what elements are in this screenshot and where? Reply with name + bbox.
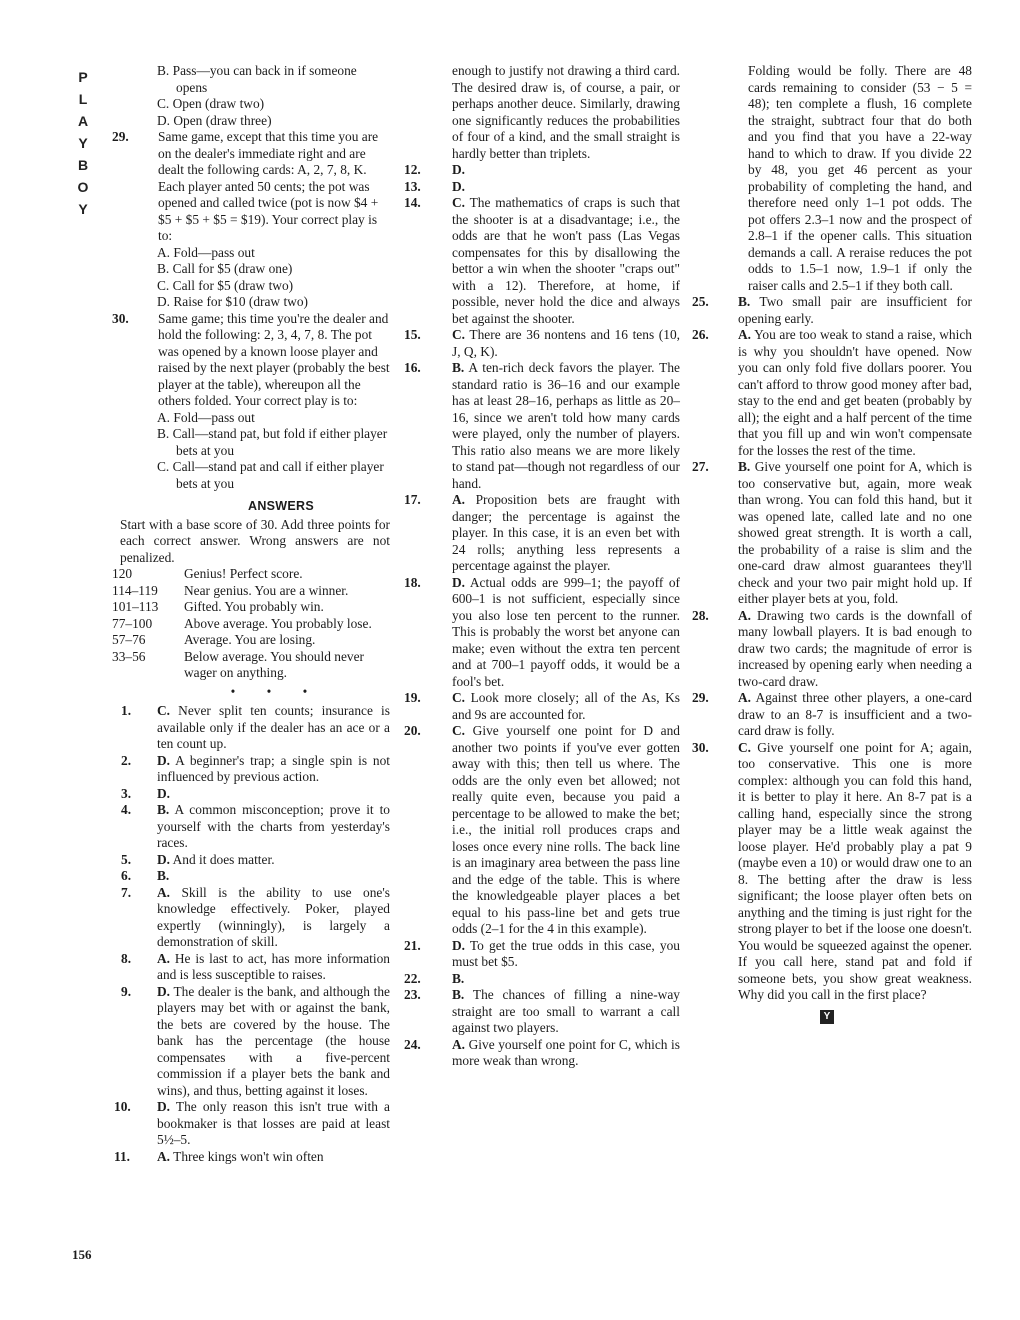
answer-text: Against three other players, a one-card draw to an 8-7 is insufficient and a two-card draw is folly.	[738, 690, 972, 738]
option-label: D.	[157, 294, 174, 309]
answer-option	[112, 410, 390, 427]
answer-item	[112, 885, 390, 951]
question-29	[112, 129, 390, 245]
answer-11-continued: enough to justify not drawing a third card. The desired draw is, of course, a pair, or perhaps another deuce. Similarly, drawing one significantly reduces the probabilities of four of a kind, and the small straight is hardly better than triplets.	[452, 63, 680, 161]
side-title-letter: O	[77, 179, 89, 195]
answer-number: 16.	[404, 360, 421, 375]
answer-item	[692, 459, 972, 608]
answer-item	[692, 690, 972, 740]
score-range: 33–56	[112, 648, 146, 664]
answer-text: Three kings won't win often	[170, 1148, 324, 1164]
answer-number: 24.	[404, 1036, 421, 1052]
answer-item	[404, 723, 680, 938]
answer-text: Look more closely; all of the As, Ks and 9s are accounted for.	[452, 690, 680, 722]
answer-number: 28.	[692, 607, 709, 623]
answer-letter: D.	[157, 752, 171, 768]
answer-option	[112, 245, 390, 262]
answers-heading: ANSWERS	[248, 499, 314, 513]
end-mark-icon: Y	[820, 1010, 834, 1024]
score-row	[112, 632, 390, 649]
answer-text: Give yourself one point for C, which is more weak than wrong.	[452, 1036, 680, 1068]
answer-number: 21.	[404, 937, 421, 953]
answer-letter: B.	[157, 802, 170, 817]
answer-number: 10.	[114, 1099, 131, 1114]
side-title-letter: B	[77, 157, 89, 173]
answer-letter: D.	[157, 851, 171, 867]
answer-text: You are too weak to stand a raise, which is why you shouldn't have opened. Now you can only fold five dollars poorer. You can't afford to throw good money after bad, stay to the end and get beaten (probably by all); the eight and a half percent of the time that you fill up and win won't compensate for the losses the rest of the time.	[738, 327, 972, 458]
answer-item	[404, 492, 680, 575]
answer-option	[112, 63, 390, 96]
answer-text: The only reason this isn't true with a bookmaker is that losses are paid at least 5½–5.	[157, 1099, 390, 1147]
answer-letter: B.	[452, 360, 465, 375]
answer-number: 7.	[121, 884, 132, 900]
score-range: 101–113	[112, 599, 159, 614]
answer-item	[112, 786, 390, 803]
answer-text: The dealer is the bank, and although the players may bet with or against the bank, the bets are covered by the house. The bank has the percentage (the house compensates with a five-percent commission if a player bets the bank and wins), and thus, betting against it loses.	[157, 983, 390, 1098]
side-title-letter: Y	[78, 201, 88, 217]
answer-number: 8.	[121, 950, 132, 966]
side-title-letter: P	[78, 69, 88, 85]
score-range: 120	[112, 566, 133, 581]
answer-number: 4.	[121, 802, 132, 817]
answer-letter: A.	[157, 950, 171, 966]
answer-number: 22.	[404, 970, 421, 986]
answer-letter: A.	[738, 690, 752, 705]
answer-option	[112, 426, 390, 459]
option-text: Call for $5 (draw two)	[172, 277, 294, 293]
answer-text: Never split ten counts; insurance is available only if the dealer has an ace or a ten count up.	[157, 703, 390, 751]
answer-text: Actual odds are 999–1; the payoff of 600–1 is not sufficient, especially since you also lose ten percent to the runner. This is probably the worst bet anyone can make; even without the extra ten percent and at 700–1 payoff odds, it would be a fool's bet.	[452, 574, 680, 689]
answer-number: 6.	[121, 868, 132, 883]
option-label: A.	[157, 244, 174, 260]
answer-letter: A.	[738, 607, 752, 623]
option-text: Open (draw three)	[173, 112, 272, 128]
question-text: Same game; this time you're the dealer and hold the following: 2, 3, 4, 7, 8. The pot was opened by a known loose player and raised by the next player (probably the best player at the table), whereupon all the others folded. Your correct play is to:	[158, 310, 390, 408]
answer-letter: A.	[452, 492, 466, 507]
score-text: Above average. You probably lose.	[184, 615, 372, 631]
answer-text: Give yourself one point for A, which is too conservative but, again, more weak than wrong. You can fold this hand, but it was opened late, called late and no one showed great strength. It is worth a call, the probability of a raise is slim and the one-card draw almost guarantees they'll check and your two pair might hold up. If either player bets at you, fold.	[738, 459, 972, 606]
answer-item	[404, 938, 680, 971]
question-number: 30.	[112, 310, 129, 326]
option-text: Call—stand pat and call if either player bets at you	[172, 459, 384, 491]
answer-letter: A.	[738, 327, 752, 342]
answer-option	[112, 261, 390, 278]
answer-item	[112, 802, 390, 852]
score-range: 77–100	[112, 615, 153, 631]
answer-letter: B.	[452, 970, 465, 986]
option-label: A.	[157, 409, 174, 425]
answer-letter: D.	[452, 162, 466, 177]
option-text: Call for $5 (draw one)	[172, 261, 293, 276]
answer-number: 9.	[121, 983, 132, 999]
option-text: Raise for $10 (draw two)	[173, 294, 308, 309]
answer-item	[404, 162, 680, 179]
answer-letter: B.	[452, 987, 465, 1002]
answer-item	[112, 703, 390, 753]
score-text: Below average. You should never wager on anything.	[184, 648, 364, 680]
answer-number: 12.	[404, 162, 421, 177]
side-title-letter: Y	[78, 135, 88, 151]
side-title-letter: A	[77, 113, 89, 129]
answer-item	[692, 294, 972, 327]
page-number: 156	[72, 1247, 92, 1262]
answer-letter: C.	[452, 195, 466, 210]
answer-number: 23.	[404, 987, 421, 1002]
answer-letter: B.	[738, 294, 751, 309]
answer-text: Two small pair are insufficient for opening early.	[738, 294, 972, 326]
answer-number: 20.	[404, 723, 421, 738]
answer-text: A common misconception; prove it to yourself with the charts from yesterday's races.	[157, 802, 390, 850]
answer-item	[692, 608, 972, 691]
answer-number: 19.	[404, 690, 421, 705]
answer-item	[112, 1149, 390, 1166]
question-29-options	[112, 245, 390, 311]
answer-option	[112, 278, 390, 295]
option-label: C.	[157, 277, 173, 293]
answer-option	[112, 459, 390, 492]
answer-24-continued: Folding would be folly. There are 48 cards remaining to consider (53 − 5 = 48); ten complete a flush, 16 complete the straight, subtract four that do both and you find that you have a 22-way hand to which to draw. If you divide 22 by 48, you get 46 percent as your probability of completing the hand, and therefore need only 1–1 pot odds. The pot offers 2.3–1 now and the prospect of 2.8–1 if the opener calls. This situation demands a call. A reraise reduces the pot odds to 1.5–1 now, 1.9–1 if only the raiser calls and 2.5–1 if they both call.	[748, 63, 972, 293]
answer-text: The mathematics of craps is such that the shooter is at a disadvantage; i.e., the odds are that he won't pass (Las Vegas compensates for this by disallowing the bettor a win when the shooter "craps out" with a 12). Therefore, at home, if possible, never hold the dice and always bet against the shooter.	[452, 195, 680, 326]
answer-item	[112, 868, 390, 885]
answer-item	[112, 1099, 390, 1149]
answer-letter: D.	[452, 937, 466, 953]
score-row	[112, 566, 390, 583]
answer-number: 5.	[121, 851, 132, 867]
answer-item	[112, 852, 390, 869]
answers-list-left	[112, 703, 390, 1165]
answer-number: 18.	[404, 574, 421, 590]
side-title-letter: L	[78, 91, 88, 107]
answer-text: Skill is the ability to use one's knowledge effectively. Poker, played expertly (winningly), is largely a demonstration of skill.	[157, 884, 390, 949]
answer-text: A beginner's trap; a single spin is not influenced by previous action.	[157, 752, 390, 784]
answer-number: 26.	[692, 327, 709, 342]
column-left	[112, 63, 390, 1165]
answer-option	[112, 113, 390, 130]
score-row	[112, 599, 390, 616]
answer-text: He is last to act, has more information and is less susceptible to raises.	[157, 950, 390, 982]
answer-text: Give yourself one point for D and another two points if you've ever gotten away with this; then tell us where. The odds are the only even bet allowed; not really quite even, because you paid a percentage to be allowed to make the bet; i.e., the initial roll produces craps and loses once every nine rolls. The back line is an imaginary area between the pass line and the edge of the table. This is where the knowledgeable player places a bet equal to his pass-line bet and gets true odds (2–1 for the 4 in this example).	[452, 723, 680, 936]
answer-text: There are 36 nontens and 16 tens (10, J, Q, K).	[452, 327, 680, 359]
score-range: 57–76	[112, 632, 146, 647]
answer-number: 29.	[692, 690, 709, 705]
option-label: C.	[157, 96, 173, 111]
question-30-options	[112, 410, 390, 493]
score-text: Gifted. You probably win.	[184, 599, 324, 614]
answer-number: 2.	[121, 752, 132, 768]
answer-letter: A.	[452, 1036, 466, 1052]
answer-item	[404, 971, 680, 988]
answer-letter: D.	[157, 983, 171, 999]
score-table	[112, 566, 390, 682]
option-text: Call—stand pat, but fold if either player bets at you	[172, 426, 388, 458]
score-row	[112, 583, 390, 600]
question-30	[112, 311, 390, 410]
answer-item	[404, 327, 680, 360]
question-28-options	[112, 63, 390, 129]
score-row	[112, 649, 390, 682]
answers-list-middle	[404, 162, 680, 1070]
answer-text: Drawing two cards is the downfall of many lowball players. It is bad enough to draw two cards; the magnitude of error is increased by opening early when needing a two-card draw.	[738, 607, 972, 689]
answer-letter: C.	[452, 723, 466, 738]
option-label: B.	[157, 63, 173, 78]
answer-text: And it does matter.	[170, 851, 275, 867]
score-range: 114–119	[112, 582, 158, 598]
answer-letter: C.	[452, 327, 466, 342]
option-text: Open (draw two)	[172, 96, 265, 111]
answer-letter: D.	[157, 785, 171, 801]
answer-letter: C.	[452, 690, 466, 705]
answer-item	[692, 327, 972, 459]
answer-letter: D.	[452, 178, 466, 194]
question-text: Same game, except that this time you are on the dealer's immediate right and are dealt the following cards: A, 2, 7, 8, K. Each player anted 50 cents; the pot was opened and called twice (pot is now $4 + $5 + $5 + $5 = $19). Your correct play is to:	[158, 129, 379, 243]
answer-letter: C.	[157, 703, 171, 718]
question-number: 29.	[112, 129, 129, 144]
option-text: Fold—pass out	[173, 244, 255, 260]
section-divider: • • •	[230, 683, 322, 699]
option-text: Fold—pass out	[173, 409, 255, 425]
score-text: Genius! Perfect score.	[184, 566, 303, 581]
answer-item	[404, 575, 680, 691]
answers-intro: Start with a base score of 30. Add three points for each correct answer. Wrong answers are not penalized.	[120, 516, 390, 565]
answer-letter: B.	[157, 868, 170, 883]
answer-text: The chances of filling a nine-way straight are too small to warrant a call against two players.	[452, 987, 680, 1035]
answer-number: 30.	[692, 739, 709, 755]
answer-letter: B.	[738, 459, 751, 474]
answer-item	[692, 740, 972, 1004]
answer-letter: D.	[452, 574, 466, 590]
answer-text: Give yourself one point for A; again, too conservative. This one is more complex: although you can fold this hand, it is better to play it here. An 8-7 pat is a calling hand, especially since the strong player may be a little weak against the loose player. He'd probably play a pat 9 (maybe even a 10) or would draw one to an 8. The betting after the draw is less significant; the loose player often bets on anything and the timing is just right for the strong player to bet if the loose one doesn't. You would be squeezed against the opener. If you call here, stand pat and fold if someone bets, you show great weakness. Why did you call in the first place?	[738, 739, 972, 1002]
answer-item	[404, 195, 680, 327]
option-label: D.	[157, 112, 174, 128]
answer-item	[112, 984, 390, 1100]
answers-list-right	[692, 294, 972, 1004]
answer-item	[404, 690, 680, 723]
answer-text: To get the true odds in this case, you must bet $5.	[452, 937, 680, 969]
answer-number: 1.	[121, 703, 132, 718]
answer-item	[404, 179, 680, 196]
answer-text: A ten-rich deck favors the player. The standard ratio is 36–16 and our example has at least 28–16, perhaps as little as 20–16, since we aren't told how many cards were played, only the number of players. This ratio also means we are more likely to stand pat—though not regardless of our hand.	[452, 360, 680, 491]
column-middle	[404, 63, 680, 1070]
answer-number: 11.	[114, 1148, 130, 1164]
answer-number: 27.	[692, 459, 709, 474]
option-label: C.	[157, 459, 173, 474]
answer-text: Proposition bets are fraught with danger; the percentage is against the player. In this case, it is an even bet with 24 rolls; anything less represents a percentage against the player.	[452, 492, 680, 573]
answer-item	[404, 1037, 680, 1070]
answer-item	[112, 753, 390, 786]
option-label: B.	[157, 261, 173, 276]
score-text: Average. You are losing.	[184, 632, 316, 647]
answer-number: 14.	[404, 195, 421, 210]
answer-number: 17.	[404, 492, 421, 507]
answer-number: 25.	[692, 294, 709, 309]
answer-item	[112, 951, 390, 984]
answer-number: 3.	[121, 785, 132, 801]
answer-number: 15.	[404, 327, 421, 342]
answer-item	[404, 360, 680, 492]
answer-letter: A.	[157, 1148, 171, 1164]
column-right	[692, 63, 972, 1024]
magazine-side-title	[72, 66, 94, 220]
score-text: Near genius. You are a winner.	[184, 582, 349, 598]
answer-letter: A.	[157, 884, 171, 900]
option-label: B.	[157, 426, 173, 441]
answer-number: 13.	[404, 178, 421, 194]
option-text: Pass—you can back in if someone opens	[172, 63, 357, 95]
answer-item	[404, 987, 680, 1037]
score-row	[112, 616, 390, 633]
answer-option	[112, 96, 390, 113]
answer-option	[112, 294, 390, 311]
answer-letter: D.	[157, 1099, 171, 1114]
answer-letter: C.	[738, 739, 752, 755]
